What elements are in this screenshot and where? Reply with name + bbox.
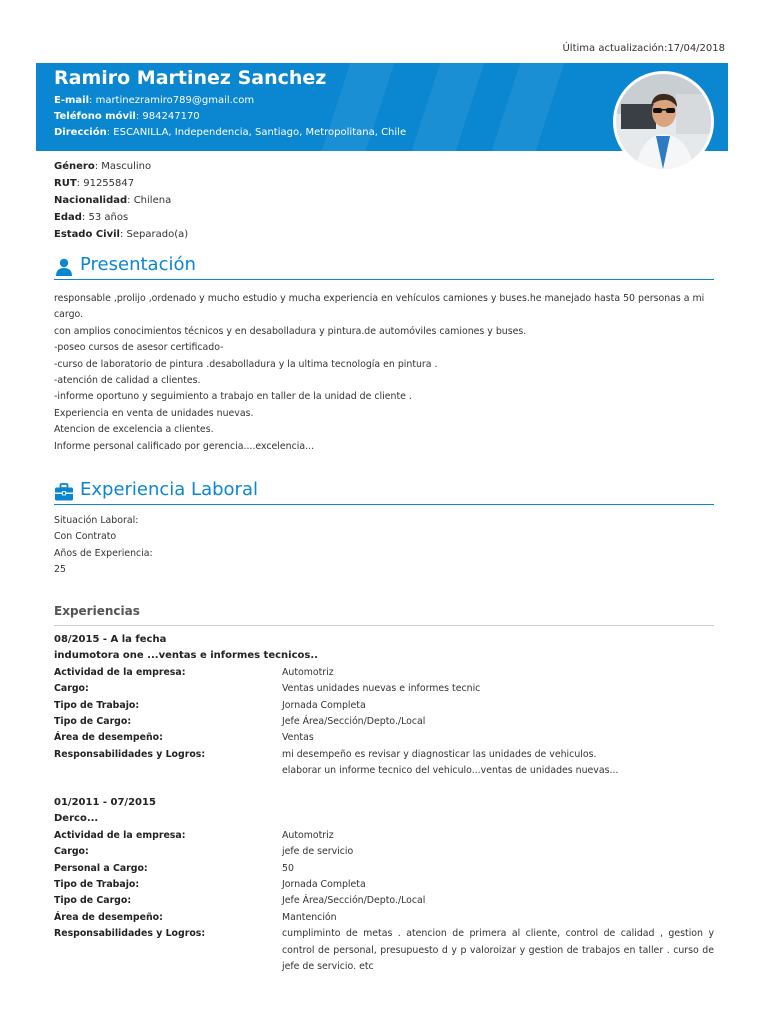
job-field: Actividad de la empresa: Automotriz [54,829,334,841]
job-responsibilities: Responsabilidades y Logros: cumpliminto de metas . atencion de primera al cliente, control de calidad , gestion y control de personal, presupuesto d y p valoroizar y gestion de trabajos en taller . curso de jefe de servicio. etc [54,928,714,972]
years-experience-label: Años de Experiencia: [54,547,153,559]
job-date: 01/2011 - 07/2015 [54,797,156,808]
job-responsibilities: Responsabilidades y Logros: mi desempeño es revisar y diagnosticar las unidades de vehiculos. elaborar un informe tecnico del vehiculo...ventas de unidades nuevas... [54,748,619,777]
experiences-subheader: Experiencias [54,604,714,626]
person-icon [54,257,74,277]
address-value: ESCANILLA, Independencia, Santiago, Metropolitana, Chile [113,127,407,138]
address-line: Dirección: ESCANILLA, Independencia, Santiago, Metropolitana, Chile [54,127,407,138]
presentation-title: Presentación [80,254,196,275]
personal-nationality: Nacionalidad: Chilena [54,195,172,206]
experience-header [54,479,714,505]
phone-label: Teléfono móvil [54,111,136,122]
job-field: Tipo de Cargo: Jefe Área/Sección/Depto./Local [54,715,426,727]
job-field: Personal a Cargo: 50 [54,862,294,874]
email-line: E-mail: martinezramiro789@gmail.com [54,95,255,106]
job-entry [54,795,714,975]
job-date: 08/2015 - A la fecha [54,634,167,645]
personal-rut: RUT: 91255847 [54,178,135,189]
job-field: Cargo: Ventas unidades nuevas e informes tecnic [54,683,481,695]
briefcase-icon [54,482,74,502]
phone-value: 984247170 [142,111,200,122]
job-field: Tipo de Trabajo: Jornada Completa [54,878,366,890]
employment-summary [54,513,153,579]
job-entry [54,632,714,780]
employment-status-label: Situación Laboral: [54,515,139,526]
candidate-name: Ramiro Martinez Sanchez [54,67,327,89]
last-updated: Última actualización:17/04/2018 [562,43,725,54]
presentation-text: responsable ,prolijo ,ordenado y mucho estudio y mucha experiencia en vehículos camiones y buses.he manejado hasta 50 personas a mi cargo. con amplios conocimientos técnicos y en desabolladura y pintura.de automóviles camiones y buses. -poseo cursos de asesor certificado- -curso de laboratorio de pintura .desabolladura y la ultima tecnología en pintura . -atención de calidad a clientes. -informe oportuno y seguimiento a trabajo en taller de la unidad de cliente . Experiencia en venta de unidades nuevas. Atencion de excelencia a clientes. Informe personal calificado por gerencia....excelencia... [54,293,705,452]
personal-info [54,158,188,243]
years-experience-value: 25 [54,564,66,576]
job-field: Tipo de Cargo: Jefe Área/Sección/Depto./Local [54,895,426,907]
job-company: Derco... [54,813,99,825]
email-label: E-mail [54,95,90,106]
job-field: Tipo de Trabajo: Jornada Completa [54,699,366,711]
job-field: Actividad de la empresa: Automotriz [54,666,334,678]
experience-title: Experiencia Laboral [80,479,258,500]
personal-marital-status: Estado Civil: Separado(a) [54,229,189,240]
job-field: Cargo: jefe de servicio [54,846,354,858]
presentation-header [54,254,714,280]
employment-status-value: Con Contrato [54,531,117,543]
job-field: Área de desempeño: Ventas [54,732,314,744]
email-value[interactable]: martinezramiro789@gmail.com [95,95,255,106]
profile-photo [613,71,714,172]
address-label: Dirección [54,127,107,138]
profile-photo-illustration [616,74,711,169]
job-field: Área de desempeño: Mantención [54,911,337,923]
job-company: indumotora one ...ventas e informes tecnicos.. [54,650,318,662]
personal-gender: Género: Masculino [54,161,152,172]
personal-age: Edad: 53 años [54,212,129,223]
phone-line: Teléfono móvil: 984247170 [54,111,200,122]
